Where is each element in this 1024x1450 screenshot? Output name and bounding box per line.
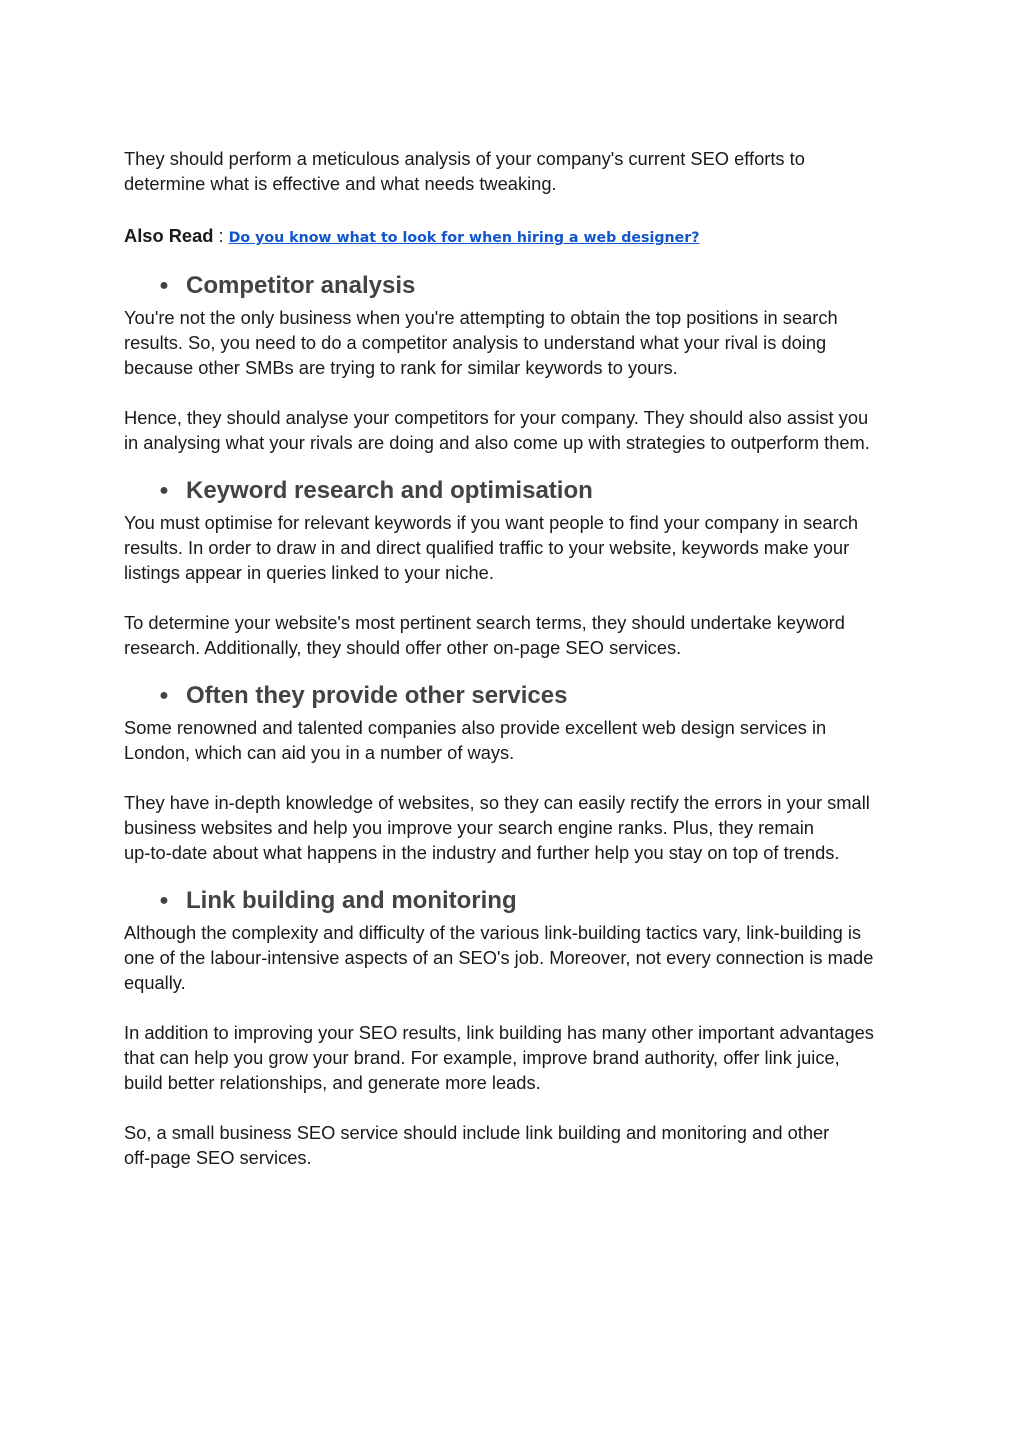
section-heading-text: Keyword research and optimisation: [186, 477, 593, 504]
section-paragraph: Some renowned and talented companies also provide excellent web design services in London, which can aid you in a number of ways.: [124, 717, 827, 763]
also-read-separator: :: [213, 225, 229, 246]
also-read-line: [124, 221, 914, 250]
intro-paragraph: They should perform a meticulous analysis of your company's current SEO efforts to determine what is effective and what needs tweaking.: [124, 148, 805, 194]
section-paragraph: Although the complexity and difficulty of the various link-building tactics vary, link-building is one of the labour-intensive aspects of an SEO's job. Moreover, not every connection is made equally.: [124, 922, 874, 993]
section-paragraph: In addition to improving your SEO results, link building has many other important advantages that can help you grow your brand. For example, improve brand authority, offer link juice, build better relationships, and generate more leads.: [124, 1022, 874, 1093]
section-heading-text: Competitor analysis: [186, 272, 416, 299]
section-heading: [124, 677, 914, 715]
section-paragraph: So, a small business SEO service should include link building and monitoring and other off-page SEO services.: [124, 1122, 830, 1168]
section-competitor-analysis: [124, 267, 914, 455]
section-heading: [124, 472, 914, 510]
section-paragraph: You must optimise for relevant keywords if you want people to find your company in search results. In order to draw in and direct qualified traffic to your website, keywords make your listings appear in queries linked to your niche.: [124, 512, 858, 583]
section-other-services: [124, 677, 914, 865]
section-paragraph: You're not the only business when you're attempting to obtain the top positions in search results. So, you need to do a competitor analysis to understand what your rival is doing because other SMBs are trying to rank for similar keywords to yours.: [124, 307, 838, 378]
section-keyword-research: [124, 472, 914, 660]
also-read-label: Also Read: [124, 225, 214, 246]
bullet-icon: ●: [159, 892, 169, 909]
section-heading: [124, 267, 914, 305]
section-heading: [124, 882, 914, 920]
section-paragraph: Hence, they should analyse your competitors for your company. They should also assist you in analysing what your rivals are doing and also come up with strategies to outperform them.: [124, 407, 870, 453]
also-read-link[interactable]: Do you know what to look for when hiring a web designer?: [228, 230, 700, 246]
section-link-building: [124, 882, 914, 1170]
bullet-icon: ●: [159, 277, 169, 294]
document-page: [124, 146, 914, 1170]
bullet-icon: ●: [159, 482, 169, 499]
section-paragraph: To determine your website's most pertinent search terms, they should undertake keyword research. Additionally, they should offer other on-page SEO services.: [124, 612, 845, 658]
section-heading-text: Link building and monitoring: [186, 887, 517, 914]
section-paragraph: They have in-depth knowledge of websites, so they can easily rectify the errors in your small business websites and help you improve your search engine ranks. Plus, they remain up-to-date about what happens in the industry and further help you stay on top of trends.: [124, 792, 870, 863]
section-heading-text: Often they provide other services: [186, 682, 568, 709]
bullet-icon: ●: [159, 687, 169, 704]
